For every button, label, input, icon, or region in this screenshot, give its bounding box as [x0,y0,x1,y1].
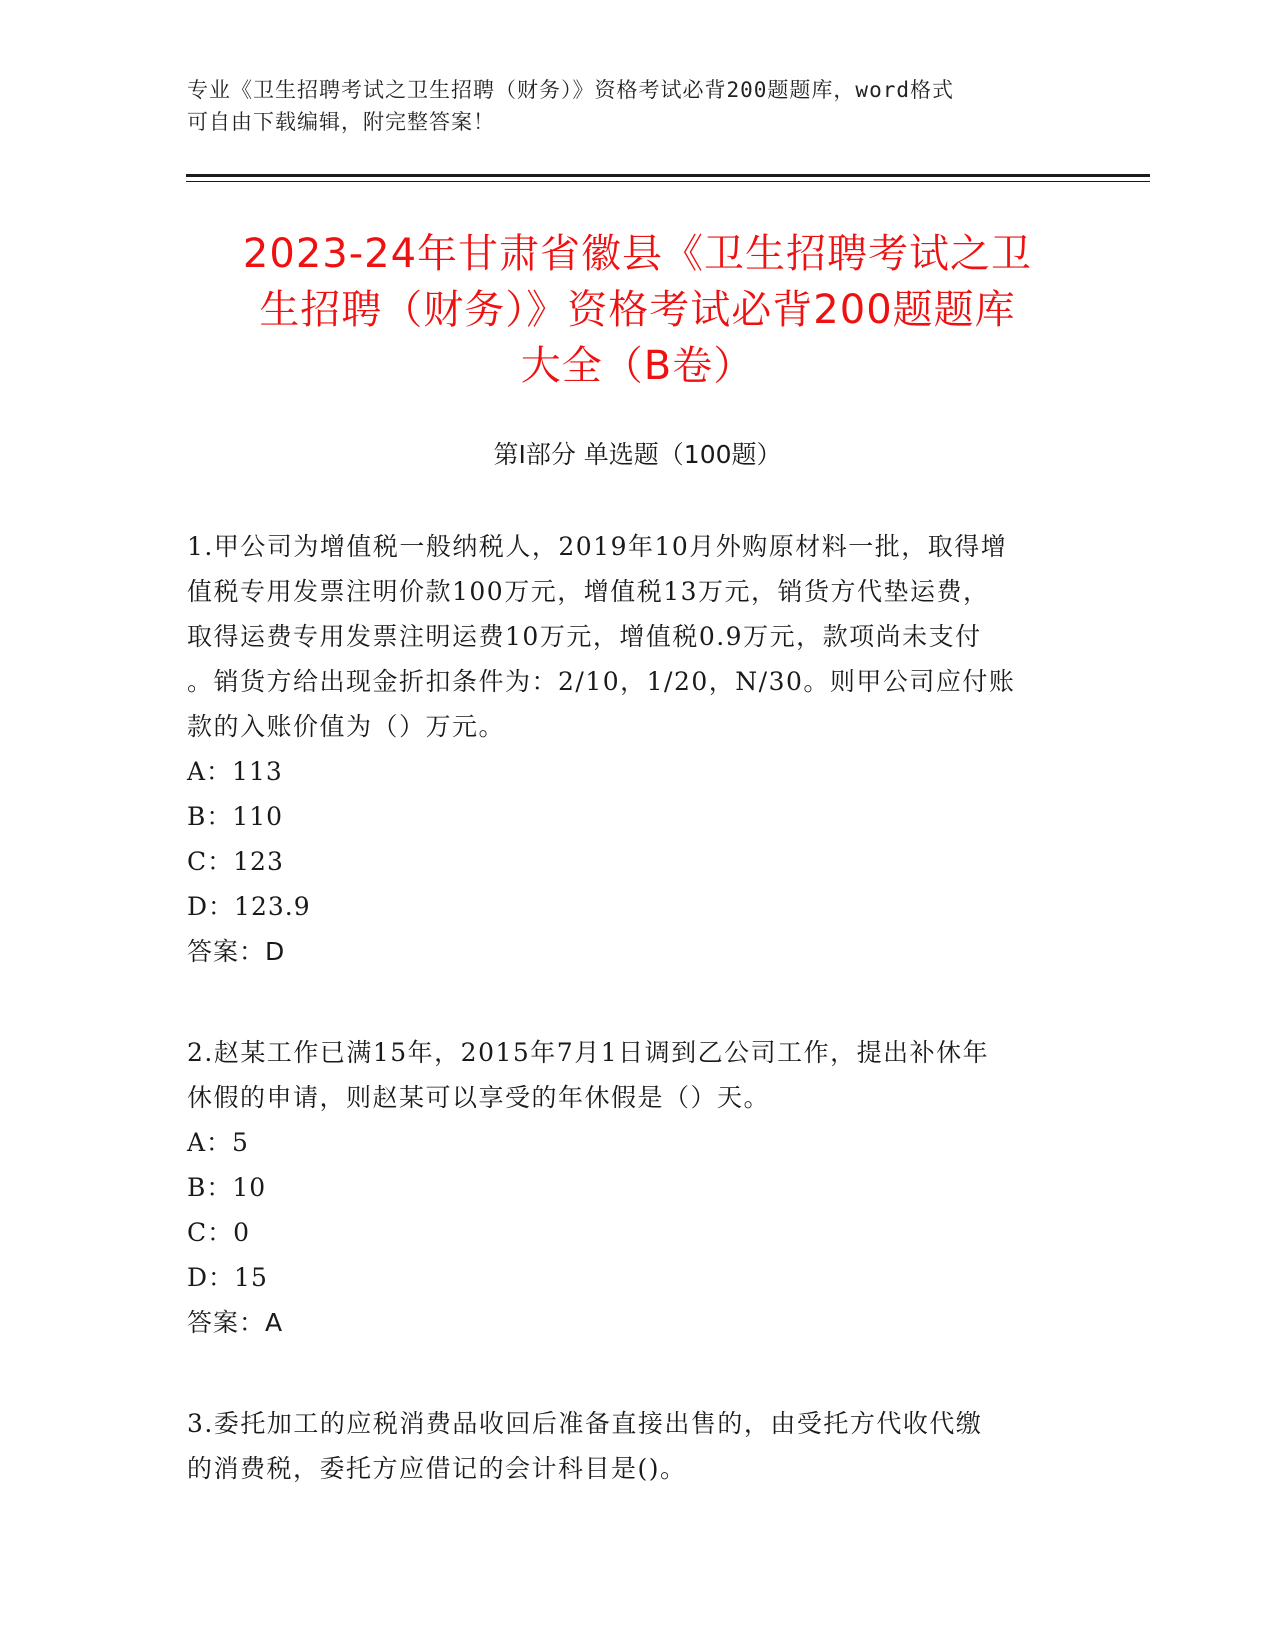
header-divider-thick [186,174,1150,177]
option-c: C：0 [187,1218,251,1247]
header-note-line: 专业《卫生招聘考试之卫生招聘（财务）》资格考试必背200题题库，word格式 [187,78,954,102]
question-stem-line: 2.赵某工作已满15年，2015年7月1日调到乙公司工作，提出补休年 [187,1038,990,1067]
answer: 答案：A [187,1308,284,1337]
question-stem-line: 款的入账价值为（）万元。 [187,712,506,741]
question-stem-line: 取得运费专用发票注明运费10万元，增值税0.9万元，款项尚未支付 [187,622,982,651]
question-item [187,1030,1077,1345]
document-title [150,226,1125,394]
question-stem-line: 值税专用发票注明价款100万元，增值税13万元，销货方代垫运费， [187,577,990,606]
question-stem-line: 休假的申请，则赵某可以享受的年休假是（）天。 [187,1083,771,1112]
header-note-line: 可自由下载编辑，附完整答案！ [187,110,495,134]
header-divider-thin [186,181,1150,182]
question-stem-line: 的消费税，委托方应借记的会计科目是()。 [187,1454,687,1483]
title-line: 大全（B卷） [520,343,755,389]
option-b: B：110 [187,802,284,831]
title-line: 生招聘（财务）》资格考试必背200题题库 [259,287,1016,333]
question-item [187,1401,1077,1491]
option-c: C：123 [187,847,284,876]
question-stem-line: 1.甲公司为增值税一般纳税人，2019年10月外购原材料一批，取得增 [187,532,1008,561]
question-list [187,524,1077,1547]
title-line: 2023-24年甘肃省徽县《卫生招聘考试之卫 [242,231,1033,277]
question-stem-line: 。销货方给出现金折扣条件为：2/10，1/20，N/30。则甲公司应付账 [187,667,1016,696]
option-a: A：5 [187,1128,249,1157]
question-item [187,524,1077,974]
question-stem-line: 3.委托加工的应税消费品收回后准备直接出售的，由受托方代收代缴 [187,1409,983,1438]
option-d: D：123.9 [187,892,311,921]
option-d: D：15 [187,1263,268,1292]
section-title: 第I部分 单选题（100题） [493,440,782,469]
question-stem [187,1030,1077,1120]
question-stem [187,524,1077,749]
option-b: B：10 [187,1173,267,1202]
header-note [187,74,1067,138]
question-stem [187,1401,1077,1491]
answer: 答案：D [187,937,286,966]
option-a: A：113 [187,757,283,786]
